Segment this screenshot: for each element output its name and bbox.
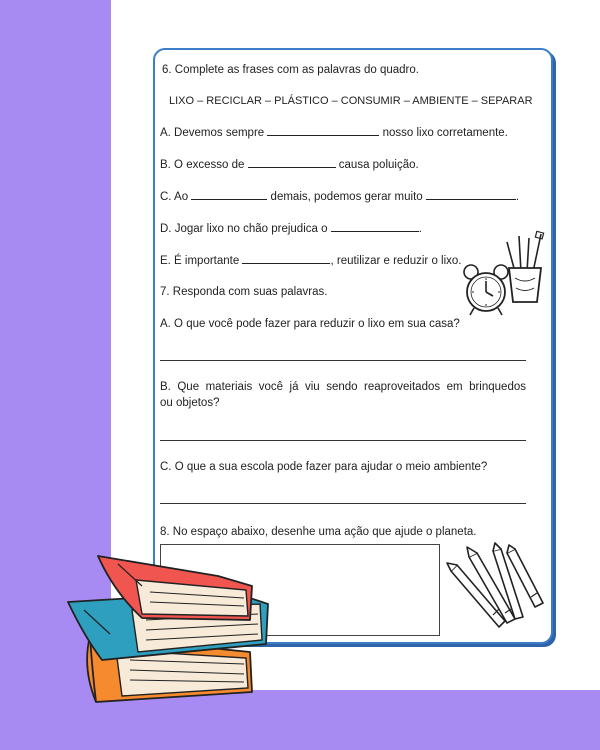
question-8-title: 8. No espaço abaixo, desenhe uma ação que ajude o planeta. — [160, 526, 477, 538]
question-6b-after: causa poluição. — [338, 159, 419, 171]
question-6e-after: , reutilizar e reduzir o lixo. — [330, 255, 462, 267]
question-6d-before: D. Jogar lixo no chão prejudica o — [160, 223, 328, 235]
question-7a: A. O que você pode fazer para reduzir o lixo em sua casa? — [160, 318, 460, 330]
question-6c — [160, 189, 519, 204]
question-7-title: 7. Responda com suas palavras. — [160, 286, 328, 298]
question-6e-before: E. É importante — [160, 255, 240, 267]
crayons-icon — [447, 543, 547, 635]
question-6e — [160, 253, 462, 268]
word-box: LIXO – RECICLAR – PLÁSTICO – CONSUMIR – AMBIENTE – SEPARAR — [169, 95, 533, 107]
question-7c: C. O que a sua escola pode fazer para ajudar o meio ambiente? — [160, 461, 488, 473]
answer-blank-6e[interactable] — [242, 253, 330, 264]
question-6-title: 6. Complete as frases com as palavras do quadro. — [162, 64, 419, 76]
question-7b-line1: B. Que materiais você já viu sendo reaproveitados em brinquedos — [160, 381, 526, 393]
question-6b — [160, 157, 419, 172]
answer-blank-6c-2[interactable] — [426, 189, 516, 200]
question-6a-before: A. Devemos sempre — [160, 127, 265, 139]
question-6a — [160, 125, 508, 140]
answer-blank-6d[interactable] — [331, 221, 419, 232]
answer-line-7c[interactable] — [160, 503, 526, 504]
question-6b-before: B. O excesso de — [160, 159, 245, 171]
answer-blank-6c-1[interactable] — [191, 189, 267, 200]
answer-blank-6b[interactable] — [248, 157, 336, 168]
books-stack-icon — [62, 548, 272, 710]
question-6d-after: . — [418, 223, 422, 235]
question-6a-after: nosso lixo corretamente. — [382, 127, 508, 139]
question-6c-before: C. Ao — [160, 191, 189, 203]
answer-line-7b[interactable] — [160, 440, 526, 441]
question-6c-after: . — [515, 191, 520, 203]
question-6d — [160, 221, 422, 236]
answer-blank-6a[interactable] — [267, 125, 379, 136]
pencil-cup-icon — [503, 232, 547, 304]
question-6c-middle: demais, podemos gerar muito — [270, 191, 423, 203]
answer-line-7a[interactable] — [160, 360, 526, 361]
question-7b-line2: ou objetos? — [160, 397, 220, 409]
